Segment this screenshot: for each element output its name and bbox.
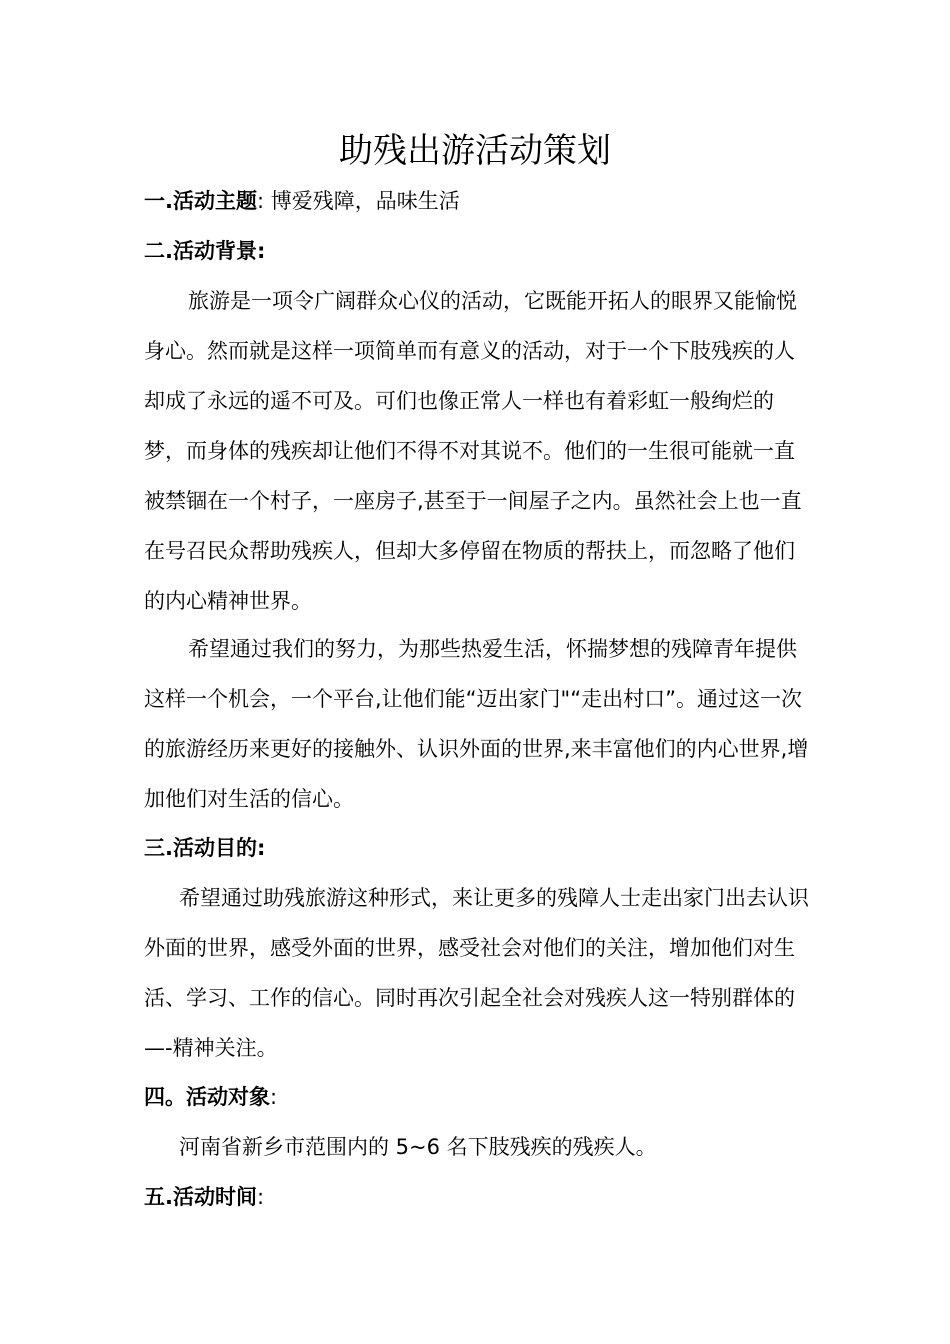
section-purpose-heading: [144, 833, 265, 863]
section-target-label: 四。活动对象: [144, 1085, 270, 1109]
section-background-heading: [144, 236, 265, 266]
section-theme-content: 博爱残障，品味生活: [270, 189, 460, 213]
section-background-label: 二.活动背景:: [144, 239, 266, 263]
section-theme-label: 一.活动主题: [144, 189, 257, 213]
section-theme-heading: [144, 186, 460, 216]
background-paragraph-1: 旅游是一项令广阔群众心仪的活动，它既能开拓人的眼界又能愉悦身心。然而就是这样一项简单而有意义的活动，对于一个下肢残疾的人却成了永远的遥不可及。可们也像正常人一样也有着彩虹一般绚烂的梦，而身体的残疾却让他们不得不对其说不。他们的一生很可能就一直被禁锢在一个村子，一座房子,甚至于一间屋子之内。虽然社会上也一直在号召民众帮助残疾人，但却大多停留在物质的帮扶上，而忽略了他们的内心精神世界。: [144, 289, 802, 613]
section-target-heading: [144, 1082, 277, 1112]
section-time-separator: :: [256, 1185, 265, 1209]
background-paragraph-2: 希望通过我们的努力，为那些热爱生活，怀揣梦想的残障青年提供这样一个机会，一个平台,让他们能“迈出家门"“走出村口”。通过这一次的旅游经历来更好的接触外、认识外面的世界,来丰富他们的内心世界,增加他们对生活的信心。: [144, 637, 809, 811]
target-paragraph: 河南省新乡市范围内的 5~6 名下肢残疾的残疾人。: [179, 1135, 657, 1159]
document-title: 助残出游活动策划: [339, 131, 611, 171]
section-time-heading: [144, 1182, 264, 1212]
section-time-label: 五.活动时间: [144, 1185, 257, 1209]
purpose-paragraph: 希望通过助残旅游这种形式，来让更多的残障人士走出家门出去认识外面的世界，感受外面的世界，感受社会对他们的关注，增加他们对生活、学习、工作的信心。同时再次引起全社会对残疾人这一特别群体的—-精神关注。: [144, 886, 809, 1060]
section-target-separator: :: [270, 1085, 278, 1109]
section-purpose-label: 三.活动目的:: [144, 836, 266, 860]
section-theme-separator: :: [256, 189, 265, 213]
